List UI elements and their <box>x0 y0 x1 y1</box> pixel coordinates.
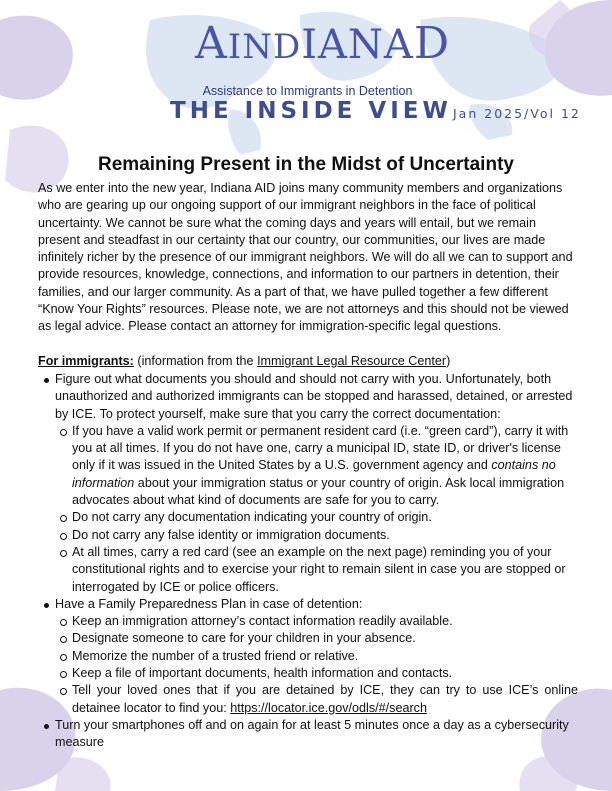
section-heading <box>38 353 578 370</box>
bullet-preparedness: Have a Family Preparedness Plan in case of detention: <box>55 596 363 611</box>
sub-item-text: about your immigration status or your country of origin. Ask local immigration advocates about what kind of documents are safe for you to carry. <box>72 475 565 508</box>
list-item <box>72 423 578 509</box>
sub-list <box>55 613 578 717</box>
bullet-documents: Figure out what documents you should and should not carry with you. Unfortunately, both unauthorized and authorized immigrants can be stopped and harassed, detained, or arrested by ICE. To protect yourself, make sure that you carry the correct documentation: <box>55 371 573 421</box>
logo-part-1: A <box>195 18 228 69</box>
logo-wordmark <box>195 16 451 75</box>
sub-list <box>55 423 578 596</box>
logo-part-2: IND <box>227 27 302 67</box>
source-link[interactable]: Immigrant Legal Resource Center <box>257 353 447 368</box>
list-item: Do not carry any documentation indicating your country of origin. <box>72 509 578 526</box>
newsletter-title: THE INSIDE VIEW <box>170 98 452 124</box>
list-item: At all times, carry a red card (see an example on the next page) reminding you of your constitutional rights and to exercise your right to remain silent in case you are stopped or interrogated by ICE or police officers. <box>72 544 578 596</box>
logo-part-3: IANA <box>301 22 414 68</box>
list-item <box>72 682 578 717</box>
list-item <box>55 371 578 596</box>
list-item: Keep an immigration attorney’s contact information readily available. <box>72 613 578 630</box>
source-prefix: (information from the <box>133 353 258 368</box>
bullet-cybersecurity: Turn your smartphones off and on again for at least 5 minutes once a day as a cybersecurity measure <box>55 717 569 750</box>
logo-part-4: D <box>413 18 451 69</box>
sub-item-text: Tell your loved ones that if you are detained by ICE, they can try to use ICE’s online detainee locator to find you: <box>72 683 578 715</box>
section-heading-label: For immigrants: <box>38 353 134 368</box>
detainee-locator-link[interactable]: https://locator.ice.gov/odls/#/search <box>230 700 427 715</box>
article-body <box>38 180 578 752</box>
list-item: Memorize the number of a trusted friend or relative. <box>72 648 578 665</box>
article-title: Remaining Present in the Midst of Uncertainty <box>98 154 514 175</box>
logo-tagline: Assistance to Immigrants in Detention <box>202 84 413 98</box>
source-suffix: ) <box>446 353 451 368</box>
intro-paragraph: As we enter into the new year, Indiana AID joins many community members and organizations who are gearing up our ongoing support of our immigrant neighbors in the face of political uncertainty. We cannot be sure what the coming days and years will entail, but we remain present and steadfast in our certainty that our country, our communities, our lives are made infinitely richer by the presence of our immigrant neighbors. We will do all we can to support and provide resources, knowledge, connections, and information to our partners in detention, their families, and our larger community. As a part of that, we have pulled together a few different “Know Your Rights” resources. Please note, we are not attorneys and this should not be viewed as legal advice. Please contact an attorney for immigration-specific legal questions. <box>38 181 573 334</box>
list-item: Keep a file of important documents, health information and contacts. <box>72 665 578 682</box>
emphasis-text: contains no information <box>72 458 556 490</box>
main-list <box>38 371 578 752</box>
list-item <box>55 717 578 752</box>
list-item: Do not carry any false identity or immigration documents. <box>72 527 578 544</box>
logo <box>195 14 451 98</box>
list-item: Designate someone to care for your children in your absence. <box>72 630 578 647</box>
sub-item-text: If you have a valid work permit or permanent resident card (i.e. “green card”), carry it with you at all times. If you do not have one, carry a municipal ID, state ID, or driver's license only if it was issued in the United States by a U.S. government agency and <box>72 423 569 473</box>
list-item <box>55 596 578 717</box>
issue-date: Jan 2025/Vol 12 <box>453 106 581 121</box>
